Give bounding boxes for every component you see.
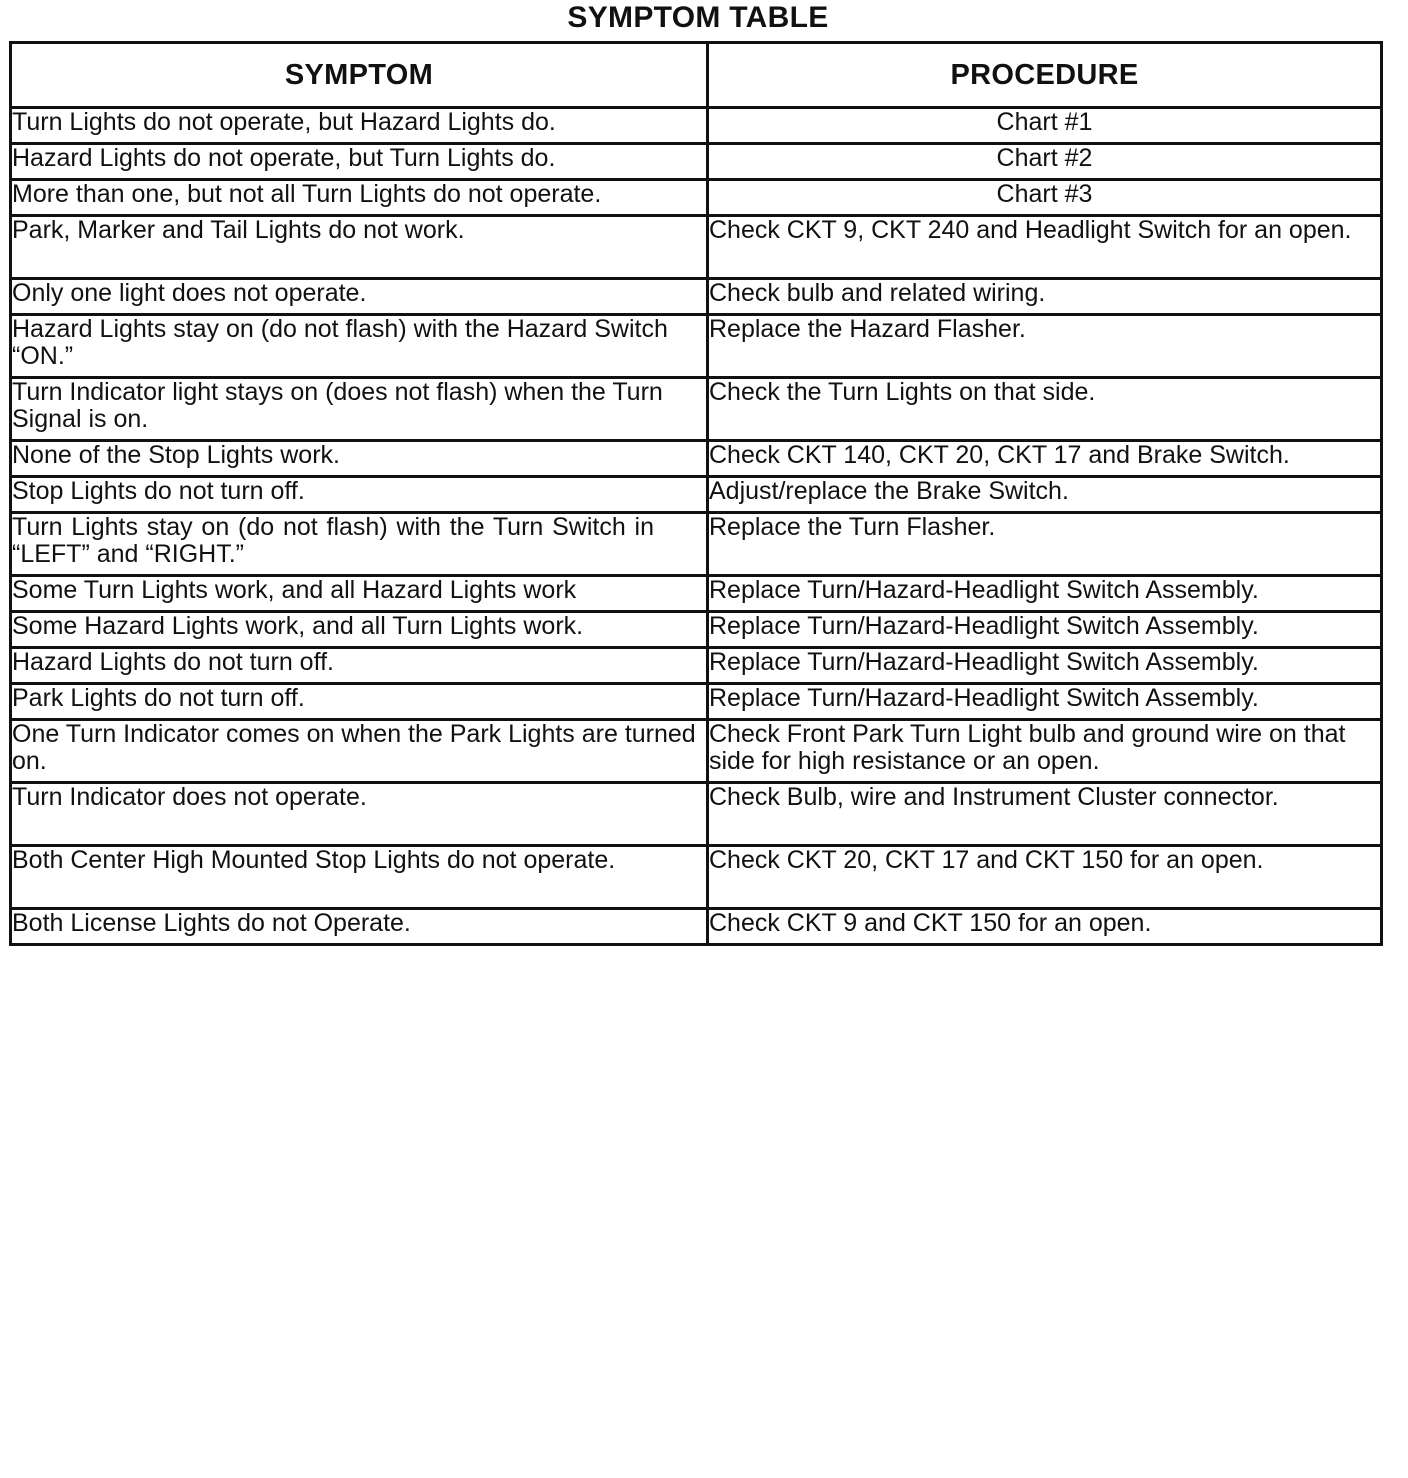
symptom-cell: Turn Indicator does not operate. [11,783,708,846]
procedure-column-header: PROCEDURE [708,43,1382,108]
table-row [11,576,1382,612]
procedure-cell: Replace Turn/Hazard-Headlight Switch Assembly. [708,612,1382,648]
table-row [11,909,1382,945]
symptom-cell: None of the Stop Lights work. [11,441,708,477]
symptom-cell: Some Hazard Lights work, and all Turn Lights work. [11,612,708,648]
table-row [11,720,1382,783]
symptom-cell: Park Lights do not turn off. [11,684,708,720]
symptom-cell: Hazard Lights do not turn off. [11,648,708,684]
procedure-cell: Adjust/replace the Brake Switch. [708,477,1382,513]
symptom-cell: Both Center High Mounted Stop Lights do not operate. [11,846,708,909]
procedure-cell: Chart #3 [708,180,1382,216]
procedure-cell: Check Front Park Turn Light bulb and ground wire on that side for high resistance or an open. [708,720,1382,783]
table-row [11,477,1382,513]
symptom-cell: Hazard Lights stay on (do not flash) with the Hazard Switch “ON.” [11,315,708,378]
procedure-cell: Chart #2 [708,144,1382,180]
procedure-cell: Replace the Hazard Flasher. [708,315,1382,378]
procedure-cell: Check CKT 20, CKT 17 and CKT 150 for an open. [708,846,1382,909]
table-row [11,378,1382,441]
table-row [11,441,1382,477]
symptom-cell: Hazard Lights do not operate, but Turn Lights do. [11,144,708,180]
procedure-cell: Replace the Turn Flasher. [708,513,1382,576]
procedure-cell: Check CKT 140, CKT 20, CKT 17 and Brake Switch. [708,441,1382,477]
table-row [11,513,1382,576]
page-title: SYMPTOM TABLE [567,1,829,34]
symptom-cell: Turn Lights do not operate, but Hazard Lights do. [11,108,708,144]
symptom-cell: Both License Lights do not Operate. [11,909,708,945]
symptom-cell: One Turn Indicator comes on when the Park Lights are turned on. [11,720,708,783]
table-row [11,180,1382,216]
table-row [11,108,1382,144]
table-row [11,144,1382,180]
procedure-cell: Replace Turn/Hazard-Headlight Switch Assembly. [708,648,1382,684]
symptom-cell: Park, Marker and Tail Lights do not work. [11,216,708,279]
table-row [11,783,1382,846]
procedure-cell: Check CKT 9, CKT 240 and Headlight Switch for an open. [708,216,1382,279]
symptom-cell: Turn Indicator light stays on (does not flash) when the Turn Signal is on. [11,378,708,441]
table-header-row [11,43,1382,108]
table-row [11,315,1382,378]
table-row [11,846,1382,909]
symptom-table [9,41,1383,946]
symptom-column-header: SYMPTOM [11,43,708,108]
procedure-cell: Check Bulb, wire and Instrument Cluster connector. [708,783,1382,846]
table-row [11,216,1382,279]
symptom-cell: More than one, but not all Turn Lights do not operate. [11,180,708,216]
procedure-cell: Chart #1 [708,108,1382,144]
table-row [11,648,1382,684]
symptom-cell: Stop Lights do not turn off. [11,477,708,513]
procedure-cell: Check the Turn Lights on that side. [708,378,1382,441]
symptom-cell: Only one light does not operate. [11,279,708,315]
procedure-cell: Replace Turn/Hazard-Headlight Switch Assembly. [708,576,1382,612]
table-row [11,612,1382,648]
table-row [11,684,1382,720]
symptom-cell: Some Turn Lights work, and all Hazard Lights work [11,576,708,612]
symptom-cell: Turn Lights stay on (do not flash) with the Turn Switch in “LEFT” and “RIGHT.” [11,513,708,576]
procedure-cell: Check CKT 9 and CKT 150 for an open. [708,909,1382,945]
procedure-cell: Replace Turn/Hazard-Headlight Switch Assembly. [708,684,1382,720]
table-row [11,279,1382,315]
procedure-cell: Check bulb and related wiring. [708,279,1382,315]
